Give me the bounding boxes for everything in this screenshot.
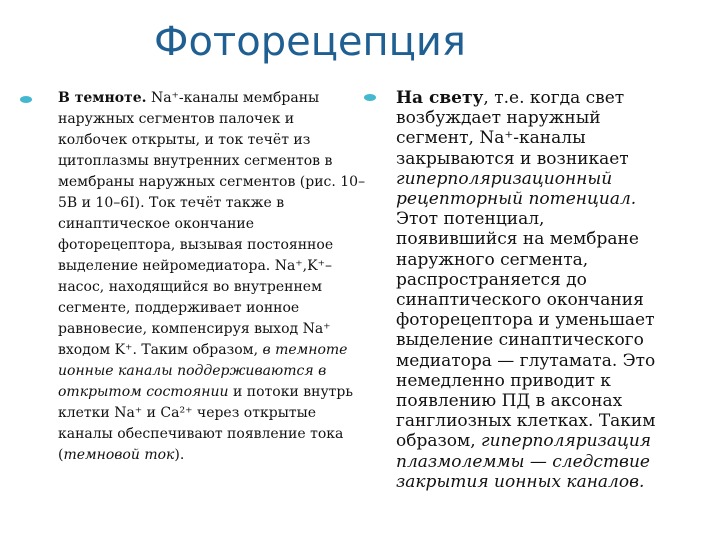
right-italic-2: гиперполяризация плазмолеммы — следствие закрытия ионных каналов. xyxy=(396,431,652,492)
bullet-icon xyxy=(20,96,32,103)
right-lead: На свету xyxy=(396,88,484,108)
left-text-1: Na⁺-каналы мембраны наружных сегментов палочек и колбочек открыты, и ток течёт из цитоплазмы внутренних сегментов в мембраны наружных сегментов (рис. 10–5В и 10–6I). Ток течёт также в синаптическое окончание фоторецептора, вызывая постоянное выделение нейромедиатора. Na⁺,K⁺–насос, находящийся во внутреннем сегменте, поддерживает ионное равновесие, компенсируя выход Na⁺ входом K⁺. Таким образом, xyxy=(58,90,366,358)
left-lead: В темноте. xyxy=(58,90,147,106)
right-text-2: Этот потенциал, появившийся на мембране наружного сегмента, распространяется до синаптического окончания фоторецептора и уменьшает выделение синаптического медиатора — глутамата. Это немедленно приводит к появлению ПД в аксонах ганглиозных клетках. Таким образом, xyxy=(396,209,656,452)
left-paragraph xyxy=(38,88,366,466)
left-column xyxy=(38,88,366,466)
left-text-2: и потоки внутрь клетки Na⁺ и Ca²⁺ через открытые каналы обеспечивают появление тока ( xyxy=(58,384,354,463)
left-text-3: ). xyxy=(174,447,185,463)
right-italic-1: гиперполяризационный рецепторный потенциал. xyxy=(396,168,637,210)
right-column xyxy=(382,88,668,492)
left-italic-2: темновой ток xyxy=(63,447,175,463)
right-paragraph xyxy=(382,88,668,492)
bullet-icon xyxy=(364,94,376,101)
left-italic-1: в темноте ионные каналы поддерживаются в открытом состоянии xyxy=(58,342,348,400)
right-text-1: , т.е. когда свет возбуждает наружный сегмент, Na⁺-каналы закрываются и возникает xyxy=(396,88,629,169)
slide-title: Фоторецепция xyxy=(154,19,466,65)
